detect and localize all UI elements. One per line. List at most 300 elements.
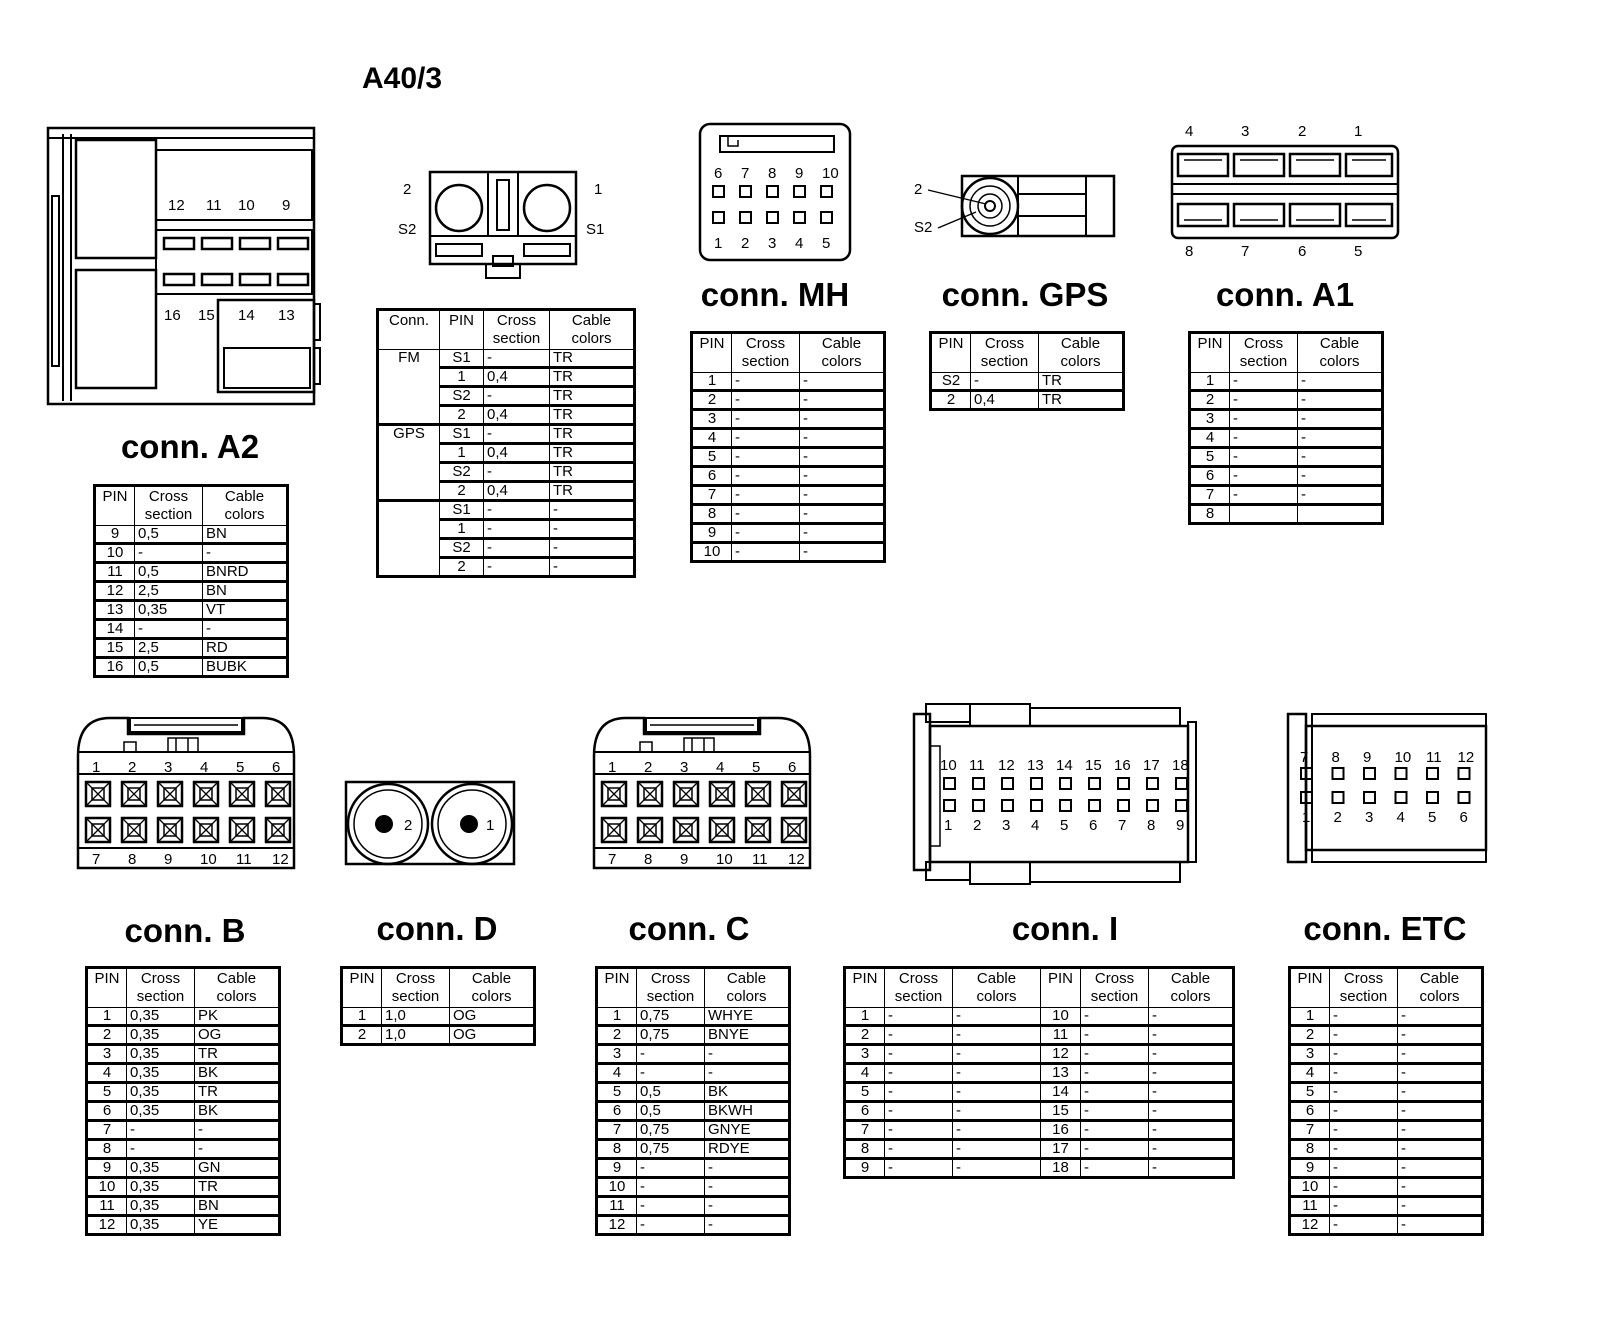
pin-socket bbox=[1176, 800, 1187, 811]
pin-label: 7 bbox=[92, 851, 101, 868]
table-cell: BN bbox=[195, 1197, 280, 1216]
pin-label: 9 bbox=[1176, 817, 1185, 834]
pin-socket-cross bbox=[194, 782, 218, 806]
table-cell: 0,75 bbox=[637, 1121, 705, 1140]
pin-socket bbox=[1396, 792, 1407, 803]
table-cell: - bbox=[732, 429, 800, 448]
table-cell: 11 bbox=[597, 1197, 637, 1216]
table-row bbox=[1290, 1008, 1483, 1026]
table-cell: 7 bbox=[692, 486, 732, 505]
table-cell: 17 bbox=[1041, 1140, 1081, 1159]
table-cell: - bbox=[484, 539, 550, 558]
table-cell: 11 bbox=[95, 563, 135, 582]
table-cell: 6 bbox=[597, 1102, 637, 1121]
table-cell: - bbox=[732, 467, 800, 486]
table-cell: 5 bbox=[87, 1083, 127, 1102]
table-cell: - bbox=[885, 1102, 953, 1121]
table-cell: 7 bbox=[597, 1121, 637, 1140]
mh-pin-label: 7 bbox=[741, 165, 750, 182]
mh-bottom-pins bbox=[713, 212, 832, 252]
col-header-cross-section: Cross section bbox=[637, 968, 705, 1008]
table-row bbox=[597, 1026, 790, 1045]
col-header-cross-section: Cross section bbox=[1081, 968, 1149, 1008]
table-row bbox=[1190, 467, 1383, 486]
pin-socket bbox=[1089, 778, 1100, 789]
table-cell: - bbox=[800, 467, 885, 486]
table-cell: 1 bbox=[692, 373, 732, 391]
pin-label: 4 bbox=[716, 759, 725, 776]
gps-pin-label: 2 bbox=[914, 181, 923, 198]
table-row bbox=[87, 1197, 280, 1216]
pin-socket-cross bbox=[158, 818, 182, 842]
table-cell: TR bbox=[195, 1178, 280, 1197]
table-cell: - bbox=[1330, 1121, 1398, 1140]
table-cell: - bbox=[732, 410, 800, 429]
table-row bbox=[597, 1083, 790, 1102]
pin-label: 8 bbox=[1147, 817, 1156, 834]
table-cell: - bbox=[135, 620, 203, 639]
table-cell: - bbox=[484, 520, 550, 539]
table-row bbox=[1290, 1102, 1483, 1121]
pin-socket-cross bbox=[266, 818, 290, 842]
col-header-cable-colors: Cable colors bbox=[705, 968, 790, 1008]
table-cell: 3 bbox=[597, 1045, 637, 1064]
table-cell: 2 bbox=[845, 1026, 885, 1045]
col-header-cable-colors: Cable colors bbox=[1039, 333, 1124, 373]
table-cell: - bbox=[1149, 1102, 1234, 1121]
pin-socket bbox=[1118, 800, 1129, 811]
table-row bbox=[692, 373, 885, 391]
table-cell: 11 bbox=[1041, 1026, 1081, 1045]
table-cell: S2 bbox=[440, 463, 484, 482]
table-cell: 4 bbox=[1190, 429, 1230, 448]
d-pin-label: 2 bbox=[404, 817, 413, 834]
table-cell: - bbox=[135, 544, 203, 563]
table-cell: - bbox=[800, 486, 885, 505]
pin-label: 7 bbox=[1118, 817, 1127, 834]
col-header-cable-colors: Cable colors bbox=[1398, 968, 1483, 1008]
table-cell: - bbox=[1149, 1045, 1234, 1064]
table-cell: - bbox=[1398, 1197, 1483, 1216]
table-cell: BN bbox=[203, 526, 288, 544]
table-cell: - bbox=[732, 505, 800, 524]
table-row bbox=[95, 601, 288, 620]
pin-label: 10 bbox=[940, 757, 957, 774]
table-cell: - bbox=[1330, 1102, 1398, 1121]
table-row bbox=[378, 425, 635, 444]
pin-label: 14 bbox=[1056, 757, 1073, 774]
table-cell: 15 bbox=[95, 639, 135, 658]
table-cell: - bbox=[550, 520, 635, 539]
a1-pin-label: 8 bbox=[1185, 243, 1194, 260]
pin-socket-cross bbox=[638, 782, 662, 806]
table-cell: 8 bbox=[597, 1140, 637, 1159]
mh-pin-label: 1 bbox=[714, 235, 723, 252]
table-cell: - bbox=[637, 1216, 705, 1235]
table-cell: 1 bbox=[845, 1008, 885, 1026]
table-cell: - bbox=[203, 544, 288, 563]
table-cell: - bbox=[1330, 1159, 1398, 1178]
pin-socket bbox=[1333, 768, 1344, 779]
table-cell: 0,75 bbox=[637, 1140, 705, 1159]
table-row bbox=[1290, 1216, 1483, 1235]
table-cell: BKWH bbox=[705, 1102, 790, 1121]
pin-socket-cross bbox=[122, 782, 146, 806]
pin-label: 3 bbox=[164, 759, 173, 776]
col-header-pin: PIN bbox=[597, 968, 637, 1008]
table-row bbox=[1290, 1026, 1483, 1045]
table-row bbox=[931, 373, 1124, 391]
table-cell: 12 bbox=[1041, 1045, 1081, 1064]
table-cell: - bbox=[705, 1178, 790, 1197]
pin-label: 6 bbox=[788, 759, 797, 776]
table-cell: TR bbox=[550, 463, 635, 482]
pin-socket-cross bbox=[194, 818, 218, 842]
table-cell: 0,35 bbox=[135, 601, 203, 620]
table-cell: - bbox=[1398, 1008, 1483, 1026]
table-cell: 6 bbox=[1290, 1102, 1330, 1121]
table-cell: 6 bbox=[692, 467, 732, 486]
table-cell: - bbox=[885, 1045, 953, 1064]
table-cell: - bbox=[885, 1026, 953, 1045]
table-row bbox=[87, 1008, 280, 1026]
col-header-cable-colors: Cable colors bbox=[953, 968, 1041, 1008]
table-cell: 10 bbox=[1290, 1178, 1330, 1197]
table-cell: OG bbox=[195, 1026, 280, 1045]
table-cell: 2 bbox=[87, 1026, 127, 1045]
table-cell: - bbox=[1298, 467, 1383, 486]
table-cell: - bbox=[1230, 373, 1298, 391]
table-cell: - bbox=[800, 505, 885, 524]
table-cell: 0,35 bbox=[127, 1026, 195, 1045]
pin-socket bbox=[1147, 800, 1158, 811]
col-header-pin: PIN bbox=[1290, 968, 1330, 1008]
col-header-cable-colors: Cable colors bbox=[203, 486, 288, 526]
pin-socket-cross bbox=[710, 782, 734, 806]
table-cell: 2 bbox=[440, 482, 484, 501]
pin-label: 3 bbox=[1365, 809, 1374, 826]
pin-socket-cross bbox=[158, 782, 182, 806]
table-cell: 0,5 bbox=[135, 658, 203, 677]
pin-socket bbox=[794, 186, 805, 197]
a1-pin-label: 5 bbox=[1354, 243, 1363, 260]
table-cell: - bbox=[800, 410, 885, 429]
col-header-cable-colors: Cable colors bbox=[550, 310, 635, 350]
table-row bbox=[597, 1178, 790, 1197]
connector-b-drawing bbox=[76, 716, 300, 876]
table-row bbox=[87, 1178, 280, 1197]
pin-socket-cross bbox=[602, 818, 626, 842]
table-row bbox=[845, 1064, 1234, 1083]
table-cell: - bbox=[484, 387, 550, 406]
pin-socket-cross bbox=[266, 782, 290, 806]
table-row bbox=[1290, 1197, 1483, 1216]
table-cell: TR bbox=[550, 368, 635, 387]
mh-pin-label: 6 bbox=[714, 165, 723, 182]
table-cell: 9 bbox=[845, 1159, 885, 1178]
pin-socket-cross bbox=[230, 782, 254, 806]
table-row bbox=[87, 1140, 280, 1159]
antenna-pin-label: S1 bbox=[586, 221, 605, 238]
table-row bbox=[87, 1159, 280, 1178]
table-row bbox=[1190, 429, 1383, 448]
connector-title: conn. A2 bbox=[120, 428, 260, 465]
table-cell: 2 bbox=[342, 1026, 382, 1045]
pin-label: 4 bbox=[1396, 809, 1405, 826]
pin-label: 12 bbox=[998, 757, 1015, 774]
table-cell: - bbox=[484, 558, 550, 577]
table-cell: 2 bbox=[440, 406, 484, 425]
table-cell: 15 bbox=[1041, 1102, 1081, 1121]
table-cell: 2 bbox=[1290, 1026, 1330, 1045]
antenna-pin-label: S2 bbox=[398, 221, 417, 238]
table-row bbox=[692, 486, 885, 505]
table-row bbox=[845, 1045, 1234, 1064]
connector-c-drawing bbox=[592, 716, 816, 876]
table-cell: - bbox=[1398, 1102, 1483, 1121]
table-cell: - bbox=[1149, 1064, 1234, 1083]
table-row bbox=[597, 1140, 790, 1159]
col-header-cross-section: Cross section bbox=[382, 968, 450, 1008]
antenna-pin-label: 2 bbox=[403, 181, 412, 198]
table-cell: TR bbox=[195, 1045, 280, 1064]
table-row bbox=[87, 1083, 280, 1102]
table-cell: TR bbox=[1039, 391, 1124, 410]
pin-socket bbox=[1147, 778, 1158, 789]
table-cell: - bbox=[1149, 1008, 1234, 1026]
table-cell: TR bbox=[195, 1083, 280, 1102]
table-row bbox=[597, 1102, 790, 1121]
table-row bbox=[597, 1159, 790, 1178]
col-header-cross-section: Cross section bbox=[135, 486, 203, 526]
table-cell: 4 bbox=[692, 429, 732, 448]
table-cell: 5 bbox=[692, 448, 732, 467]
pin-socket bbox=[713, 186, 724, 197]
table-cell: TR bbox=[550, 444, 635, 463]
pin-label: 7 bbox=[608, 851, 617, 868]
table-cell: 0,35 bbox=[127, 1197, 195, 1216]
col-header-conn: Conn. bbox=[378, 310, 440, 350]
table-cell: - bbox=[1298, 448, 1383, 467]
table-row bbox=[342, 1008, 535, 1026]
pin-socket bbox=[1427, 792, 1438, 803]
pin-table-gps bbox=[929, 331, 1125, 411]
table-cell: BN bbox=[203, 582, 288, 601]
col-header-cable-colors: Cable colors bbox=[195, 968, 280, 1008]
table-cell: 2 bbox=[440, 558, 484, 577]
table-cell: 7 bbox=[1290, 1121, 1330, 1140]
table-row bbox=[845, 1102, 1234, 1121]
pin-socket bbox=[1459, 792, 1470, 803]
pin-label: 3 bbox=[680, 759, 689, 776]
pin-socket bbox=[1089, 800, 1100, 811]
a1-pin-label: 6 bbox=[1298, 243, 1307, 260]
table-cell: 3 bbox=[87, 1045, 127, 1064]
table-cell bbox=[1298, 505, 1383, 524]
table-cell: 1 bbox=[440, 368, 484, 387]
pin-label: 5 bbox=[1428, 809, 1437, 826]
pin-label: 4 bbox=[200, 759, 209, 776]
table-row bbox=[342, 1026, 535, 1045]
table-row bbox=[692, 391, 885, 410]
table-row bbox=[95, 563, 288, 582]
table-cell: 12 bbox=[597, 1216, 637, 1235]
pin-label: 9 bbox=[164, 851, 173, 868]
table-cell: - bbox=[732, 543, 800, 562]
pin-label: 8 bbox=[1331, 749, 1340, 766]
table-cell: 1 bbox=[440, 520, 484, 539]
connector-title: conn. ETC bbox=[1303, 910, 1467, 947]
col-header-pin: PIN bbox=[692, 333, 732, 373]
pin-label: 8 bbox=[644, 851, 653, 868]
table-cell: 0,35 bbox=[127, 1083, 195, 1102]
table-cell: - bbox=[1230, 429, 1298, 448]
pin-socket-cross bbox=[122, 818, 146, 842]
table-row bbox=[378, 350, 635, 368]
table-cell: TR bbox=[550, 350, 635, 368]
table-cell: - bbox=[885, 1008, 953, 1026]
table-cell: - bbox=[1230, 448, 1298, 467]
col-header-cross-section: Cross section bbox=[732, 333, 800, 373]
pin-socket bbox=[767, 212, 778, 223]
table-row bbox=[597, 1197, 790, 1216]
mh-pin-label: 2 bbox=[741, 235, 750, 252]
table-cell: - bbox=[732, 448, 800, 467]
table-row bbox=[1190, 505, 1383, 524]
table-cell: 2,5 bbox=[135, 582, 203, 601]
a1-pin-label: 3 bbox=[1241, 123, 1250, 140]
a2-pin-label: 11 bbox=[206, 197, 222, 214]
table-cell: - bbox=[1149, 1159, 1234, 1178]
table-row bbox=[692, 505, 885, 524]
pin-label: 2 bbox=[973, 817, 982, 834]
table-row bbox=[1290, 1140, 1483, 1159]
pin-label: 12 bbox=[788, 851, 805, 868]
pin-socket-cross bbox=[674, 782, 698, 806]
pin-socket-cross bbox=[782, 818, 806, 842]
table-cell: 2 bbox=[1190, 391, 1230, 410]
table-row bbox=[845, 1159, 1234, 1178]
table-cell: - bbox=[971, 373, 1039, 391]
pin-table-etc bbox=[1288, 966, 1484, 1236]
connector-title: conn. B bbox=[124, 912, 246, 949]
table-cell: - bbox=[800, 543, 885, 562]
pin-label: 2 bbox=[128, 759, 137, 776]
table-cell: S1 bbox=[440, 501, 484, 520]
table-cell: - bbox=[1398, 1159, 1483, 1178]
table-row bbox=[692, 448, 885, 467]
table-row bbox=[1290, 1064, 1483, 1083]
table-cell: - bbox=[1230, 410, 1298, 429]
pin-socket bbox=[767, 186, 778, 197]
connector-d-drawing bbox=[344, 780, 520, 868]
col-header-cable-colors: Cable colors bbox=[1298, 333, 1383, 373]
table-cell: 10 bbox=[87, 1178, 127, 1197]
table-cell: BUBK bbox=[203, 658, 288, 677]
table-cell: 13 bbox=[95, 601, 135, 620]
table-cell: - bbox=[1081, 1140, 1149, 1159]
a1-pin-label: 2 bbox=[1298, 123, 1307, 140]
pin-socket bbox=[1427, 768, 1438, 779]
pin-socket bbox=[973, 800, 984, 811]
pin-socket bbox=[1333, 792, 1344, 803]
table-cell: - bbox=[1081, 1064, 1149, 1083]
table-cell: RDYE bbox=[705, 1140, 790, 1159]
table-cell: - bbox=[127, 1121, 195, 1140]
table-cell: 9 bbox=[87, 1159, 127, 1178]
d-pin-label: 1 bbox=[486, 817, 495, 834]
table-cell: 9 bbox=[692, 524, 732, 543]
pin-label: 6 bbox=[272, 759, 281, 776]
table-row bbox=[597, 1045, 790, 1064]
table-cell: - bbox=[705, 1045, 790, 1064]
col-header-cross-section: Cross section bbox=[127, 968, 195, 1008]
table-row bbox=[95, 544, 288, 563]
table-cell: - bbox=[953, 1064, 1041, 1083]
col-header-cross-section: Cross section bbox=[885, 968, 953, 1008]
table-cell: 2 bbox=[692, 391, 732, 410]
table-cell: - bbox=[1081, 1102, 1149, 1121]
table-cell: VT bbox=[203, 601, 288, 620]
table-cell: - bbox=[550, 539, 635, 558]
pin-label: 3 bbox=[1002, 817, 1011, 834]
table-cell: 3 bbox=[1290, 1045, 1330, 1064]
table-row bbox=[845, 1083, 1234, 1102]
conn-group-label: GPS bbox=[378, 425, 440, 501]
a1-pin-label: 4 bbox=[1185, 123, 1194, 140]
table-row bbox=[692, 524, 885, 543]
table-cell: - bbox=[953, 1026, 1041, 1045]
table-row bbox=[931, 391, 1124, 410]
table-cell: - bbox=[484, 425, 550, 444]
mh-pin-label: 4 bbox=[795, 235, 804, 252]
pin-socket bbox=[1364, 768, 1375, 779]
table-cell: BNRD bbox=[203, 563, 288, 582]
table-row bbox=[1290, 1121, 1483, 1140]
table-row bbox=[1190, 410, 1383, 429]
table-cell: 7 bbox=[1190, 486, 1230, 505]
table-cell: - bbox=[1398, 1216, 1483, 1235]
table-cell: - bbox=[484, 350, 550, 368]
table-cell: 0,75 bbox=[637, 1008, 705, 1026]
table-cell: 0,4 bbox=[484, 444, 550, 463]
pin-socket bbox=[1002, 778, 1013, 789]
pin-label: 11 bbox=[1426, 749, 1442, 766]
connector-i-drawing bbox=[912, 702, 1212, 892]
table-cell: 1 bbox=[440, 444, 484, 463]
table-cell: 5 bbox=[845, 1083, 885, 1102]
col-header-pin: PIN bbox=[440, 310, 484, 350]
pin-socket bbox=[1060, 800, 1071, 811]
table-row bbox=[95, 620, 288, 639]
table-cell: - bbox=[1149, 1140, 1234, 1159]
table-cell: - bbox=[1081, 1121, 1149, 1140]
pin-socket bbox=[944, 800, 955, 811]
pin-table-a1 bbox=[1188, 331, 1384, 525]
table-cell: - bbox=[1398, 1045, 1483, 1064]
pin-socket-cross bbox=[230, 818, 254, 842]
pin-socket bbox=[740, 212, 751, 223]
table-cell: - bbox=[1298, 410, 1383, 429]
table-cell: 4 bbox=[87, 1064, 127, 1083]
table-cell: - bbox=[732, 391, 800, 410]
table-cell: - bbox=[800, 448, 885, 467]
table-cell: 0,5 bbox=[135, 563, 203, 582]
table-cell: 0,4 bbox=[484, 368, 550, 387]
mh-pin-label: 9 bbox=[795, 165, 804, 182]
table-cell: 6 bbox=[845, 1102, 885, 1121]
table-cell: 9 bbox=[95, 526, 135, 544]
